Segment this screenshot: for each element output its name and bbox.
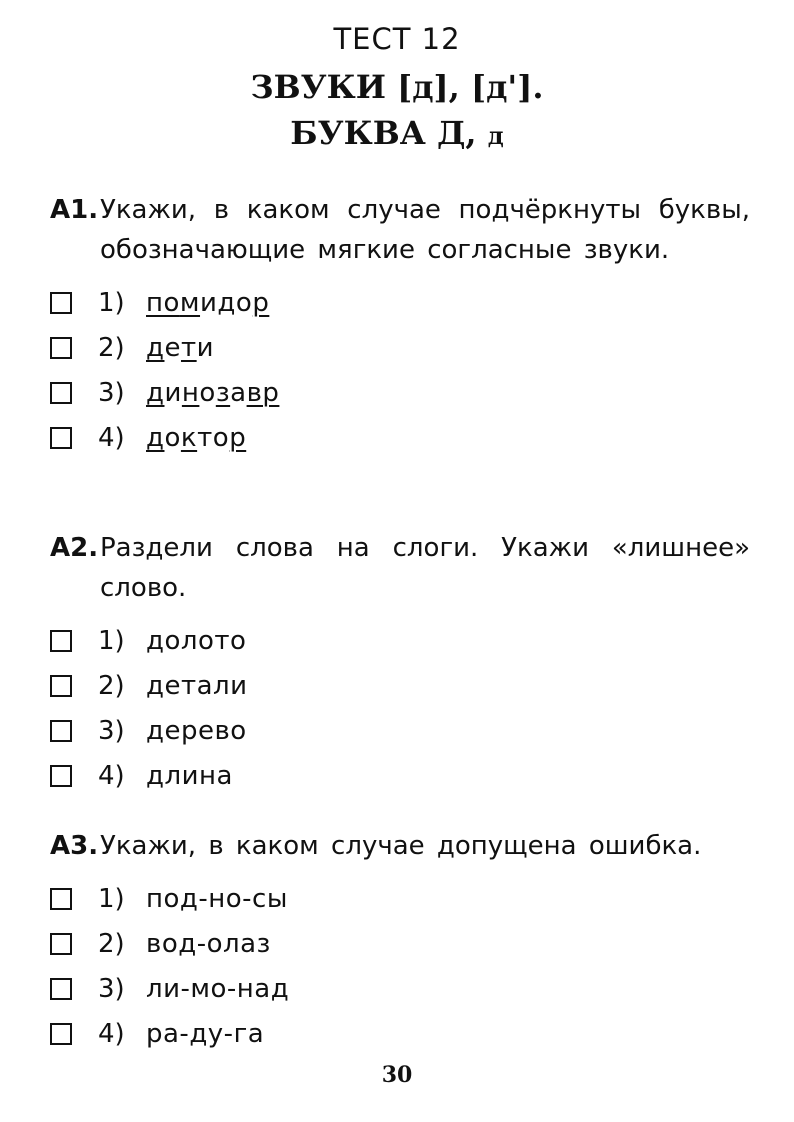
word-fragment: дерево	[146, 715, 247, 746]
answer-options	[50, 618, 750, 798]
test-number: ТЕСТ 12	[333, 22, 461, 56]
word-fragment: ли-мо-над	[146, 973, 290, 1004]
answer-checkbox[interactable]	[50, 292, 72, 314]
question-text: Укажи, в каком случае подчёркнуты буквы, обозначающие мягкие согласные звуки.	[100, 195, 750, 265]
answer-option	[50, 966, 750, 1011]
answer-option	[50, 876, 750, 921]
underlined-letters: р	[229, 422, 247, 453]
underlined-letters: д	[146, 377, 165, 408]
option-number: 1)	[98, 883, 125, 914]
word-fragment: о	[199, 377, 216, 408]
answer-option	[50, 415, 750, 460]
underlined-letters: по	[146, 287, 180, 318]
option-number: 4)	[98, 760, 125, 791]
question-a1	[50, 190, 750, 460]
answer-checkbox[interactable]	[50, 337, 72, 359]
title-letter	[0, 114, 794, 152]
question-text: Укажи, в каком случае допущена ошибка.	[100, 831, 702, 861]
answer-checkbox[interactable]	[50, 888, 72, 910]
page-number: 30	[381, 1062, 413, 1088]
option-word	[146, 761, 233, 791]
answer-option	[50, 753, 750, 798]
underlined-letters: м	[179, 287, 201, 318]
answer-checkbox[interactable]	[50, 765, 72, 787]
option-number: 4)	[98, 1018, 125, 1049]
word-fragment: детали	[146, 670, 248, 701]
option-number: 3)	[98, 377, 125, 408]
word-fragment: а	[230, 377, 247, 408]
underlined-letters: к	[180, 422, 198, 453]
answer-checkbox[interactable]	[50, 675, 72, 697]
answer-option	[50, 370, 750, 415]
option-word	[146, 716, 247, 746]
option-word	[146, 333, 214, 363]
question-number: А1.	[50, 195, 99, 225]
word-fragment: под-но-сы	[146, 883, 288, 914]
underlined-letters: д	[146, 422, 165, 453]
word-fragment: и	[196, 332, 215, 363]
answer-option	[50, 280, 750, 325]
answer-option	[50, 921, 750, 966]
answer-checkbox[interactable]	[50, 978, 72, 1000]
answer-checkbox[interactable]	[50, 720, 72, 742]
question-a3	[50, 826, 750, 1056]
option-word	[146, 671, 248, 701]
option-word	[146, 884, 288, 914]
underlined-letters: з	[215, 377, 231, 408]
option-word	[146, 423, 246, 453]
underlined-letters: д	[146, 332, 165, 363]
option-number: 1)	[98, 287, 125, 318]
question-text: Раздели слова на слоги. Укажи «лишнее» слово.	[100, 533, 750, 603]
word-fragment: длина	[146, 760, 233, 791]
underlined-letters: н	[181, 377, 200, 408]
answer-option	[50, 1011, 750, 1056]
option-word	[146, 974, 289, 1004]
underlined-letters: р	[252, 287, 270, 318]
word-fragment: то	[197, 422, 230, 453]
option-word	[146, 288, 269, 318]
answer-options	[50, 876, 750, 1056]
word-fragment: долото	[146, 625, 247, 656]
word-fragment: идо	[200, 287, 253, 318]
title-letter-small: д	[487, 121, 504, 150]
option-word	[146, 626, 246, 656]
answer-checkbox[interactable]	[50, 427, 72, 449]
option-number: 2)	[98, 670, 125, 701]
answer-checkbox[interactable]	[50, 382, 72, 404]
option-number: 3)	[98, 715, 125, 746]
word-fragment: е	[164, 332, 181, 363]
option-number: 1)	[98, 625, 125, 656]
question-a2	[50, 528, 750, 798]
answer-option	[50, 663, 750, 708]
answer-checkbox[interactable]	[50, 933, 72, 955]
answer-option	[50, 708, 750, 753]
question-number: А2.	[50, 533, 99, 563]
word-fragment: ра-ду-га	[146, 1018, 265, 1049]
answer-checkbox[interactable]	[50, 1023, 72, 1045]
option-number: 3)	[98, 973, 125, 1004]
title-sounds: ЗВУКИ [д], [д'].	[250, 68, 544, 106]
option-word	[146, 1019, 264, 1049]
option-number: 2)	[98, 928, 125, 959]
title-letter-main: БУКВА Д,	[290, 114, 477, 152]
word-fragment: вод-олаз	[146, 928, 271, 959]
option-word	[146, 929, 271, 959]
option-number: 2)	[98, 332, 125, 363]
option-number: 4)	[98, 422, 125, 453]
underlined-letters: т	[180, 332, 197, 363]
answer-options	[50, 280, 750, 460]
answer-option	[50, 618, 750, 663]
question-number: А3.	[50, 831, 99, 861]
answer-checkbox[interactable]	[50, 630, 72, 652]
option-word	[146, 378, 279, 408]
underlined-letters: вр	[246, 377, 280, 408]
word-fragment: и	[164, 377, 182, 408]
word-fragment: о	[164, 422, 181, 453]
answer-option	[50, 325, 750, 370]
